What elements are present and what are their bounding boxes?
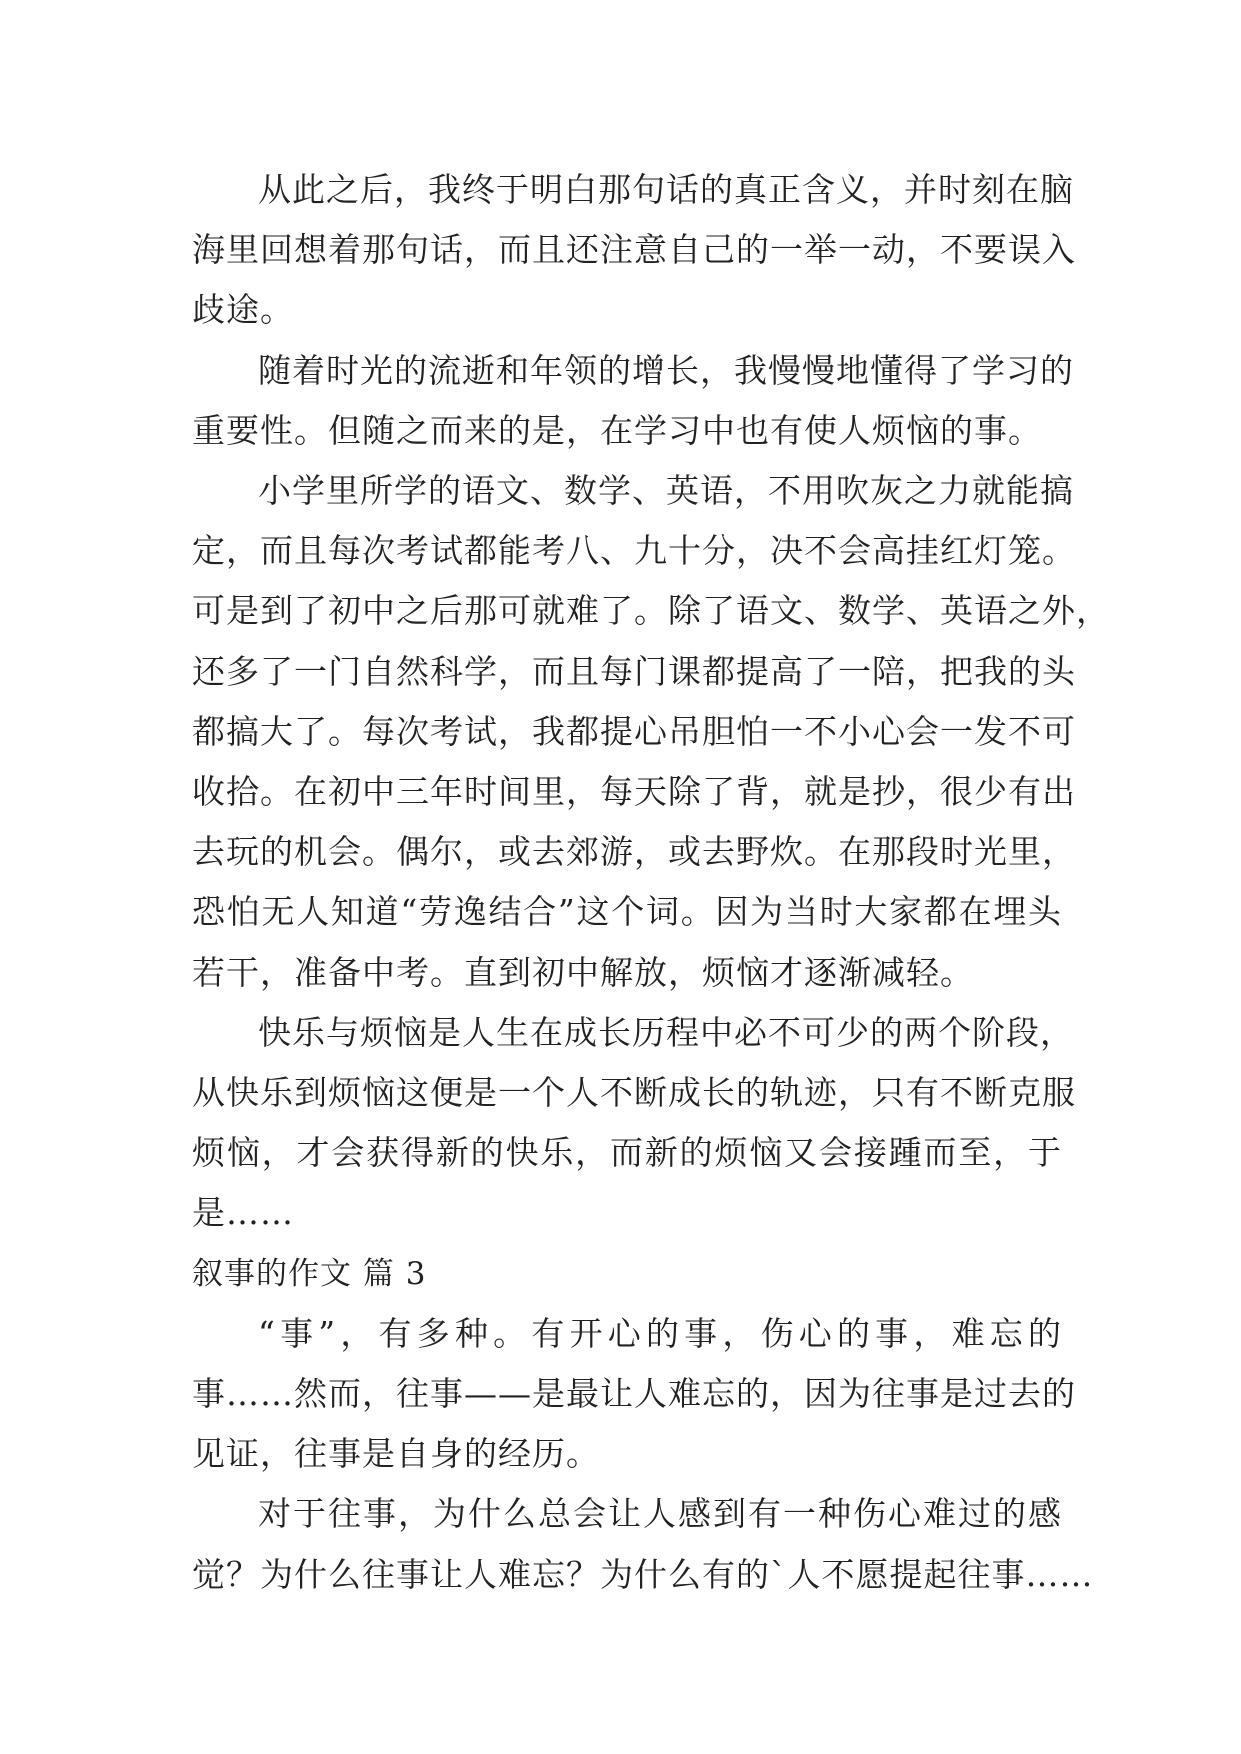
text-line: 海里回想着那句话，而且还注意自己的一举一动，不要误入 [192, 230, 1076, 270]
text-line: 是…… [192, 1193, 294, 1233]
text-line: 歧途。 [192, 290, 294, 330]
text-line: 可是到了初中之后那可就难了。除了语文、数学、英语之外， [192, 591, 1110, 631]
text-line: 若干，准备中考。直到初中解放，烦恼才逐渐减轻。 [192, 952, 974, 992]
text-line: 从快乐到烦恼这便是一个人不断成长的轨迹，只有不断克服 [192, 1073, 1076, 1112]
text-line: 恐怕无人知道“劳逸结合”这个词。因为当时大家都在埋头 [192, 892, 1062, 932]
text-line: 收拾。在初中三年时间里，每天除了背，就是抄，很少有出 [192, 772, 1076, 811]
text-line: 见证，往事是自身的经历。 [192, 1434, 600, 1474]
text-line: “事”，有多种。有开心的事，伤心的事，难忘的 [258, 1313, 1062, 1353]
text-line: 烦恼，才会获得新的快乐，而新的烦恼又会接踵而至，于 [192, 1133, 1062, 1173]
text-line: 都搞大了。每次考试，我都提心吊胆怕一不小心会一发不可 [192, 711, 1076, 751]
text-line: 对于往事，为什么总会让人感到有一种伤心难过的感 [258, 1494, 1062, 1534]
text-line: 重要性。但随之而来的是，在学习中也有使人烦恼的事。 [192, 410, 1042, 450]
text-line: 还多了一门自然科学，而且每门课都提高了一陪，把我的头 [192, 651, 1076, 691]
text-line: 小学里所学的语文、数学、英语，不用吹灰之力就能搞 [258, 471, 1074, 510]
text-line: 事……然而，往事——是最让人难忘的，因为往事是过去的 [192, 1374, 1076, 1413]
text-line: 觉？为什么往事让人难忘？为什么有的`人不愿提起往事…… [192, 1554, 1094, 1594]
text-line: 定，而且每次考试都能考八、九十分，决不会高挂红灯笼。 [192, 531, 1076, 571]
text-line: 去玩的机会。偶尔，或去郊游，或去野炊。在那段时光里， [192, 832, 1076, 872]
text-line: 从此之后，我终于明白那句话的真正含义，并时刻在脑 [258, 170, 1074, 209]
text-line: 快乐与烦恼是人生在成长历程中必不可少的两个阶段， [258, 1012, 1074, 1052]
text-line: 随着时光的流逝和年领的增长，我慢慢地懂得了学习的 [258, 350, 1074, 390]
section-heading: 叙事的作文 篇 3 [192, 1255, 427, 1292]
